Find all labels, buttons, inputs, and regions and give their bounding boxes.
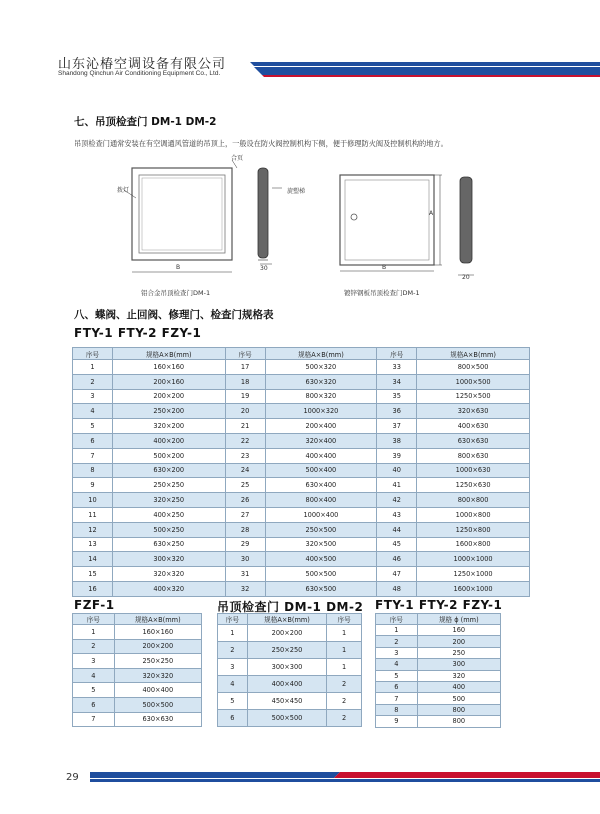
table-row bbox=[73, 433, 530, 448]
table-cell: 12 bbox=[73, 522, 113, 537]
table-header-cell: 序号 bbox=[73, 614, 115, 625]
table-row bbox=[73, 404, 530, 419]
table-header-cell: 规格A×B(mm) bbox=[247, 614, 327, 625]
table-cell: 800×630 bbox=[417, 448, 530, 463]
table-row bbox=[376, 625, 501, 636]
company-name-en: Shandong Qinchun Air Conditioning Equipment Co., Ltd. bbox=[58, 70, 221, 77]
table-cell: 200×160 bbox=[112, 374, 225, 389]
table-cell: 250×250 bbox=[247, 642, 327, 659]
table-cell: 500×200 bbox=[112, 448, 225, 463]
table-cell: 200×200 bbox=[112, 389, 225, 404]
table-row bbox=[218, 642, 362, 659]
table-header-cell: 规格A×B(mm) bbox=[417, 348, 530, 360]
table-cell: 8 bbox=[73, 463, 113, 478]
company-name: 山东沁椿空调设备有限公司 bbox=[58, 57, 227, 72]
table-cell: 44 bbox=[377, 522, 417, 537]
table-cell: 36 bbox=[377, 404, 417, 419]
table-cell: 250×500 bbox=[265, 522, 377, 537]
table-cell: 200×400 bbox=[265, 419, 377, 434]
table-cell: 15 bbox=[73, 567, 113, 582]
table-row bbox=[73, 567, 530, 582]
main-spec-table bbox=[72, 347, 530, 597]
table-cell: 2 bbox=[218, 642, 248, 659]
table-cell: 630×630 bbox=[417, 433, 530, 448]
table-cell: 400×400 bbox=[247, 676, 327, 693]
table-cell: 300 bbox=[417, 659, 500, 670]
left-drawing-caption: 铝合金吊顶检查门DM-1 bbox=[141, 289, 211, 297]
table-cell: 27 bbox=[225, 507, 265, 522]
table-cell: 11 bbox=[73, 507, 113, 522]
table-cell: 37 bbox=[377, 419, 417, 434]
table-cell: 500×500 bbox=[247, 710, 327, 727]
table-cell: 24 bbox=[225, 463, 265, 478]
table-cell: 500×400 bbox=[265, 463, 377, 478]
table-cell: 2 bbox=[376, 636, 418, 647]
table-cell: 630×250 bbox=[112, 537, 225, 552]
table-cell: 1250×1000 bbox=[417, 567, 530, 582]
table-header-cell: 序号 bbox=[376, 614, 418, 625]
lamp-label: 拨灯 bbox=[117, 187, 130, 194]
table-row bbox=[376, 636, 501, 647]
dm-table bbox=[217, 613, 362, 727]
table-row bbox=[218, 710, 362, 727]
table-cell: 35 bbox=[377, 389, 417, 404]
table-header-cell: 规格 ϕ (mm) bbox=[417, 614, 500, 625]
table-cell: 22 bbox=[225, 433, 265, 448]
table-cell: 3 bbox=[73, 389, 113, 404]
table-cell: 1000×500 bbox=[417, 374, 530, 389]
dm-title: 吊顶检查门 DM-1 DM-2 bbox=[217, 600, 364, 614]
table-cell: 30 bbox=[225, 552, 265, 567]
table-cell: 200 bbox=[417, 636, 500, 647]
fty-title: FTY-1 FTY-2 FZY-1 bbox=[375, 598, 503, 612]
table-cell: 7 bbox=[73, 712, 115, 727]
table-cell: 1250×800 bbox=[417, 522, 530, 537]
table-cell: 800×400 bbox=[265, 493, 377, 508]
table-cell: 250 bbox=[417, 647, 500, 658]
table-cell: 2 bbox=[327, 676, 362, 693]
table-cell: 500×500 bbox=[265, 567, 377, 582]
table-row bbox=[73, 493, 530, 508]
table-header-cell: 序号 bbox=[327, 614, 362, 625]
table-cell: 630×400 bbox=[265, 478, 377, 493]
table-cell: 1000×800 bbox=[417, 507, 530, 522]
section8-title: 八、蝶阀、止回阀、修理门、检查门规格表 bbox=[74, 309, 274, 321]
table-cell: 26 bbox=[225, 493, 265, 508]
table-header-cell: 规格A×B(mm) bbox=[265, 348, 377, 360]
table-row bbox=[73, 389, 530, 404]
table-row bbox=[73, 654, 202, 669]
table-cell: 7 bbox=[376, 693, 418, 704]
fty-table bbox=[375, 613, 501, 728]
table-cell: 400×630 bbox=[417, 419, 530, 434]
table-cell: 400 bbox=[417, 681, 500, 692]
table-cell: 7 bbox=[73, 448, 113, 463]
table-cell: 6 bbox=[73, 433, 113, 448]
table-cell: 300×300 bbox=[247, 659, 327, 676]
table-header-cell: 序号 bbox=[377, 348, 417, 360]
table-cell: 400×400 bbox=[114, 683, 201, 698]
dim-b-right: B bbox=[382, 264, 387, 271]
table-cell: 1 bbox=[327, 659, 362, 676]
table-cell: 800 bbox=[417, 704, 500, 715]
table-cell: 500 bbox=[417, 693, 500, 704]
table-cell: 200×200 bbox=[114, 639, 201, 654]
table-cell: 400×320 bbox=[112, 581, 225, 596]
table-cell: 500×250 bbox=[112, 522, 225, 537]
table-row bbox=[218, 693, 362, 710]
table-row bbox=[73, 522, 530, 537]
table-cell: 320×320 bbox=[112, 567, 225, 582]
table-cell: 630×200 bbox=[112, 463, 225, 478]
table-cell: 48 bbox=[377, 581, 417, 596]
table-cell: 400×400 bbox=[265, 448, 377, 463]
table-cell: 34 bbox=[377, 374, 417, 389]
table-cell: 40 bbox=[377, 463, 417, 478]
table-cell: 10 bbox=[73, 493, 113, 508]
table-cell: 1000×630 bbox=[417, 463, 530, 478]
table-cell: 300×320 bbox=[112, 552, 225, 567]
table-cell: 16 bbox=[73, 581, 113, 596]
section7-title: 七、吊顶检查门 DM-1 DM-2 bbox=[74, 116, 217, 128]
dim-a-right: A bbox=[429, 210, 434, 217]
table-row bbox=[73, 712, 202, 727]
table-cell: 4 bbox=[218, 676, 248, 693]
table-header-cell: 序号 bbox=[73, 348, 113, 360]
table-cell: 320×630 bbox=[417, 404, 530, 419]
table-cell: 250×200 bbox=[112, 404, 225, 419]
table-cell: 47 bbox=[377, 567, 417, 582]
steel-door-drawing bbox=[330, 165, 490, 280]
table-header-cell: 序号 bbox=[218, 614, 248, 625]
table-header-cell: 规格A×B(mm) bbox=[112, 348, 225, 360]
table-cell: 1 bbox=[376, 625, 418, 636]
table-cell: 1600×800 bbox=[417, 537, 530, 552]
table-cell: 2 bbox=[73, 374, 113, 389]
table-cell: 250×250 bbox=[112, 478, 225, 493]
table-cell: 1000×320 bbox=[265, 404, 377, 419]
table-cell: 6 bbox=[218, 710, 248, 727]
table-row bbox=[73, 697, 202, 712]
table-cell: 29 bbox=[225, 537, 265, 552]
table-cell: 28 bbox=[225, 522, 265, 537]
table-row bbox=[73, 507, 530, 522]
table-cell: 32 bbox=[225, 581, 265, 596]
table-row bbox=[376, 681, 501, 692]
table-cell: 3 bbox=[376, 647, 418, 658]
table-row bbox=[73, 448, 530, 463]
table-row bbox=[73, 419, 530, 434]
table-cell: 2 bbox=[73, 639, 115, 654]
table-row bbox=[73, 668, 202, 683]
table-cell: 25 bbox=[225, 478, 265, 493]
table-cell: 800×800 bbox=[417, 493, 530, 508]
table-cell: 3 bbox=[73, 654, 115, 669]
section7-description: 吊顶检查门通常安装在有空调通风管道的吊顶上，一般设在防火阀控制机构下侧，便于修理防火阀及控制机构的地方。 bbox=[74, 139, 448, 148]
table-header-cell: 序号 bbox=[225, 348, 265, 360]
hinge-label: 合页 bbox=[231, 155, 244, 162]
table-row bbox=[376, 659, 501, 670]
table-cell: 1 bbox=[73, 625, 115, 640]
table-row bbox=[218, 676, 362, 693]
table-cell: 800×320 bbox=[265, 389, 377, 404]
table-cell: 500×320 bbox=[265, 360, 377, 375]
table-cell: 38 bbox=[377, 433, 417, 448]
knob-label: 旋塑梯 bbox=[287, 188, 306, 195]
table-cell: 8 bbox=[376, 704, 418, 715]
table-cell: 630×320 bbox=[265, 374, 377, 389]
fzf-title: FZF-1 bbox=[74, 598, 115, 612]
header-decor-bar bbox=[250, 60, 600, 78]
table-header-cell: 规格A×B(mm) bbox=[114, 614, 201, 625]
table-cell: 19 bbox=[225, 389, 265, 404]
dim-b-left: B bbox=[176, 264, 181, 271]
table-row bbox=[376, 704, 501, 715]
table-cell: 1000×1000 bbox=[417, 552, 530, 567]
table-cell: 45 bbox=[377, 537, 417, 552]
table-cell: 400×200 bbox=[112, 433, 225, 448]
table-cell: 20 bbox=[225, 404, 265, 419]
table-row bbox=[218, 625, 362, 642]
table-cell: 320×200 bbox=[112, 419, 225, 434]
table-cell: 42 bbox=[377, 493, 417, 508]
table-row bbox=[73, 581, 530, 596]
table-row bbox=[73, 683, 202, 698]
table-cell: 1 bbox=[327, 625, 362, 642]
table-cell: 5 bbox=[376, 670, 418, 681]
table-cell: 4 bbox=[73, 668, 115, 683]
dim-30: 30 bbox=[260, 265, 268, 272]
table-cell: 5 bbox=[73, 683, 115, 698]
table-cell: 500×500 bbox=[114, 697, 201, 712]
table-cell: 9 bbox=[73, 478, 113, 493]
fzf-table bbox=[72, 613, 202, 727]
table-cell: 1250×630 bbox=[417, 478, 530, 493]
table-cell: 6 bbox=[376, 681, 418, 692]
table-cell: 33 bbox=[377, 360, 417, 375]
table-cell: 4 bbox=[73, 404, 113, 419]
table-cell: 41 bbox=[377, 478, 417, 493]
dim-20: 20 bbox=[462, 274, 470, 281]
table-cell: 800 bbox=[417, 716, 500, 727]
table-row bbox=[73, 478, 530, 493]
table-cell: 160 bbox=[417, 625, 500, 636]
table-cell: 630×630 bbox=[114, 712, 201, 727]
table-row bbox=[73, 374, 530, 389]
table-cell: 1000×400 bbox=[265, 507, 377, 522]
table-cell: 31 bbox=[225, 567, 265, 582]
table-row bbox=[73, 537, 530, 552]
table-cell: 4 bbox=[376, 659, 418, 670]
right-drawing-caption: 镀锌钢板吊顶检查门DM-1 bbox=[344, 289, 420, 297]
table-cell: 450×450 bbox=[247, 693, 327, 710]
page-number: 29 bbox=[66, 772, 79, 783]
table-row bbox=[376, 647, 501, 658]
table-cell: 9 bbox=[376, 716, 418, 727]
table-cell: 1250×500 bbox=[417, 389, 530, 404]
aluminum-door-drawing bbox=[112, 160, 282, 280]
table-cell: 800×500 bbox=[417, 360, 530, 375]
table-cell: 6 bbox=[73, 697, 115, 712]
table-cell: 400×500 bbox=[265, 552, 377, 567]
table-cell: 39 bbox=[377, 448, 417, 463]
table-cell: 1 bbox=[327, 642, 362, 659]
table-cell: 2 bbox=[327, 710, 362, 727]
table-cell: 17 bbox=[225, 360, 265, 375]
table-cell: 400×250 bbox=[112, 507, 225, 522]
table-cell: 1 bbox=[73, 360, 113, 375]
table-cell: 43 bbox=[377, 507, 417, 522]
table-cell: 320×500 bbox=[265, 537, 377, 552]
table-cell: 200×200 bbox=[247, 625, 327, 642]
table-row bbox=[73, 552, 530, 567]
table-cell: 1 bbox=[218, 625, 248, 642]
table-row bbox=[73, 463, 530, 478]
section8-subtitle: FTY-1 FTY-2 FZY-1 bbox=[74, 326, 202, 340]
table-cell: 46 bbox=[377, 552, 417, 567]
table-cell: 5 bbox=[73, 419, 113, 434]
table-cell: 320×320 bbox=[114, 668, 201, 683]
table-cell: 320×400 bbox=[265, 433, 377, 448]
table-row bbox=[376, 716, 501, 727]
table-cell: 160×160 bbox=[114, 625, 201, 640]
table-row bbox=[73, 639, 202, 654]
table-row bbox=[376, 693, 501, 704]
table-cell: 21 bbox=[225, 419, 265, 434]
table-row bbox=[73, 625, 202, 640]
table-cell: 160×160 bbox=[112, 360, 225, 375]
table-row bbox=[218, 659, 362, 676]
table-cell: 320 bbox=[417, 670, 500, 681]
table-cell: 250×250 bbox=[114, 654, 201, 669]
table-cell: 320×250 bbox=[112, 493, 225, 508]
table-cell: 5 bbox=[218, 693, 248, 710]
table-cell: 1600×1000 bbox=[417, 581, 530, 596]
table-row bbox=[376, 670, 501, 681]
table-cell: 13 bbox=[73, 537, 113, 552]
table-cell: 23 bbox=[225, 448, 265, 463]
table-cell: 14 bbox=[73, 552, 113, 567]
table-cell: 630×500 bbox=[265, 581, 377, 596]
table-row bbox=[73, 360, 530, 375]
table-cell: 3 bbox=[218, 659, 248, 676]
footer-decor-bar bbox=[90, 771, 600, 783]
table-cell: 2 bbox=[327, 693, 362, 710]
table-cell: 18 bbox=[225, 374, 265, 389]
